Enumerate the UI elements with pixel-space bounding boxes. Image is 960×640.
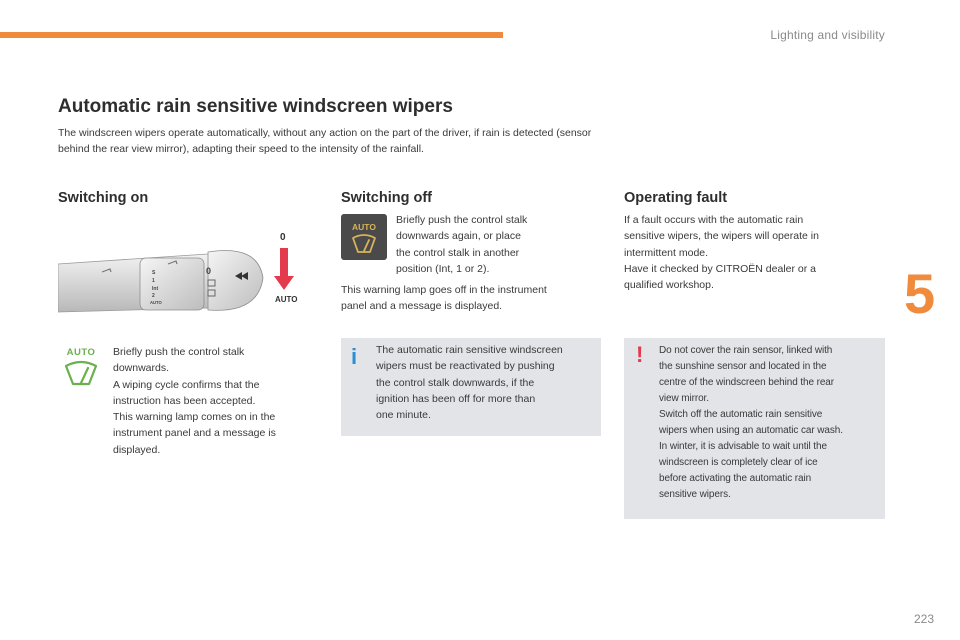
wiper-stalk-illustration <box>58 226 308 322</box>
text-line: windscreen is completely clear of ice <box>659 457 818 468</box>
auto-wiper-lamp <box>62 347 100 393</box>
page-title: Automatic rain sensitive windscreen wipers <box>58 96 453 117</box>
info-note-box <box>341 338 601 436</box>
text-line: This warning lamp goes off in the instrument <box>341 284 547 296</box>
text-line: panel and a message is displayed. <box>341 300 503 313</box>
auto-lamp-label: AUTO <box>66 347 96 358</box>
text-line: Briefly push the control stalk <box>113 346 245 358</box>
text-line: displayed. <box>113 443 161 456</box>
switching-off-text-2 <box>341 282 601 315</box>
stalk-end-knob <box>208 250 263 310</box>
intro-paragraph: The windscreen wipers operate automatically, without any action on the part of the driver, if rain is detected (sensor behind the rear view mirror), adapting their speed to the intensity of the rainfall. <box>58 127 592 155</box>
text-line: view mirror. <box>659 393 709 404</box>
stalk-label-2: 2 <box>152 293 155 299</box>
text-line: A wiping cycle confirms that the <box>113 378 260 391</box>
page-number: 223 <box>914 612 935 626</box>
text-line: before activating the automatic rain <box>659 473 812 484</box>
text-line: one minute. <box>376 409 431 422</box>
text-line: the control stalk in another <box>396 246 520 259</box>
text-line: downwards. <box>113 362 170 375</box>
text-line: intermittent mode. <box>624 246 709 259</box>
text-line: downwards again, or place <box>396 230 521 243</box>
heading-operating-fault: Operating fault <box>624 190 728 206</box>
warning-note-text <box>659 343 881 503</box>
text-line: If a fault occurs with the automatic rain <box>624 214 804 226</box>
section-title: Lighting and visibility <box>770 28 885 42</box>
text-line: In winter, it is advisable to wait until the <box>659 441 827 452</box>
text-line: position (Int, 1 or 2). <box>396 262 490 275</box>
switching-on-text <box>113 344 313 458</box>
stalk-label-ring-zero: 0 <box>206 266 212 276</box>
text-line: instrument panel and a message is <box>113 427 276 440</box>
stalk-label-auto-small: AUTO <box>150 300 162 305</box>
text-line: This warning lamp comes on in the <box>113 411 276 424</box>
text-line: Switch off the automatic rain sensitive <box>659 409 823 420</box>
wiper-lamp-off-icon <box>341 214 387 260</box>
text-line: the control stalk downwards, if the <box>376 376 535 389</box>
heading-switching-off: Switching off <box>341 190 433 206</box>
operating-fault-text <box>624 212 886 293</box>
stalk-label-1: 1 <box>152 278 155 284</box>
stalk-label-auto: AUTO <box>275 295 298 304</box>
text-line: ignition has been off for more than <box>376 392 536 405</box>
warning-note-box <box>624 338 885 519</box>
text-line: wipers when using an automatic car wash. <box>659 425 843 436</box>
text-line: The automatic rain sensitive windscreen <box>376 344 563 356</box>
push-down-arrow-icon <box>274 248 294 290</box>
text-line: Do not cover the rain sensor, linked with <box>659 345 833 356</box>
text-line: centre of the windscreen behind the rear <box>659 377 834 388</box>
header-accent-bar <box>0 32 503 38</box>
auto-wiper-lamp-off <box>341 214 387 260</box>
chapter-number: 5 <box>904 262 936 325</box>
text-line: the sunshine sensor and located in the <box>659 361 827 372</box>
info-icon: i <box>351 344 358 369</box>
text-line: Briefly push the control stalk <box>396 214 528 226</box>
info-note-text <box>376 342 598 423</box>
switching-off-text <box>396 212 601 277</box>
heading-switching-on: Switching on <box>58 190 149 206</box>
text-line: Have it checked by CITROËN dealer or a <box>624 262 816 275</box>
text-line: wipers must be reactivated by pushing <box>376 360 555 373</box>
text-line: sensitive wipers. <box>659 489 731 500</box>
stalk-label-int: Int <box>152 286 159 292</box>
text-line: instruction has been accepted. <box>113 394 256 407</box>
stalk-label-0: 0 <box>280 232 286 243</box>
wiper-lamp-icon <box>62 358 100 388</box>
text-line: qualified workshop. <box>624 279 714 292</box>
warning-icon: ! <box>636 342 644 367</box>
text-line: sensitive wipers, the wipers will operate in <box>624 230 819 243</box>
auto-badge-label: AUTO <box>352 222 376 232</box>
stalk-label-s: S <box>152 270 156 276</box>
